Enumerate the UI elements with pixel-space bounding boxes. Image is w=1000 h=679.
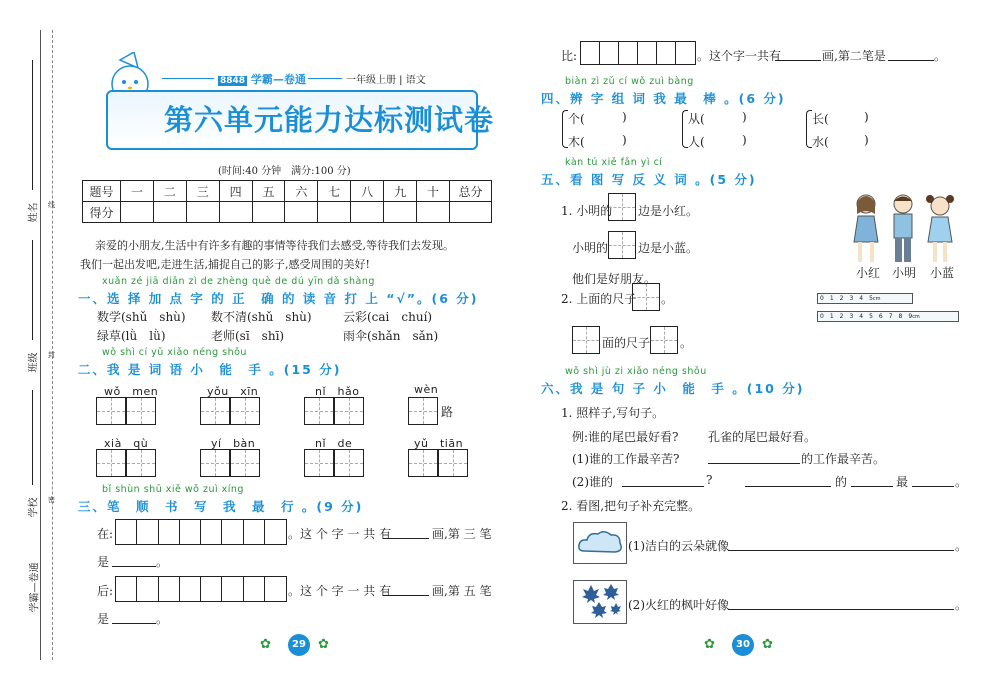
q2-prefix: 2. 上面的尺子	[561, 292, 637, 306]
right-top-suffix: 。这个字一共有	[697, 49, 782, 63]
name-label: 姓名	[28, 202, 40, 223]
sec1-item[interactable]: 云彩(cai chuí)	[343, 310, 433, 324]
pair-close: )	[864, 110, 869, 124]
girl-blue-figure	[926, 195, 954, 262]
page-badge: 29	[288, 634, 310, 656]
score-cell[interactable]	[417, 202, 450, 223]
q1-2-blank-c[interactable]	[851, 473, 893, 487]
ruler-unit: cm	[912, 314, 920, 320]
ruler-long-ticks: 0 1 2 3 4 5 6 7 8 9	[820, 313, 913, 320]
class-label: 班级	[28, 352, 40, 373]
sec1-title: 一、选 择 加 点 字 的 正 确 的 读 音 打 上 “√”。(6 分)	[78, 291, 479, 306]
q1-1-blank[interactable]	[708, 450, 800, 464]
q1-1-suffix: 的工作最辛苦。	[801, 452, 886, 466]
pair-close: )	[622, 133, 627, 147]
bind-mark-3: 密	[48, 496, 55, 504]
sec1-item[interactable]: 数学(shǔ shù)	[97, 310, 186, 324]
bind-mark-1: 线	[48, 201, 55, 209]
q1a-suffix: 边是小红。	[638, 204, 699, 218]
binding-margin	[0, 0, 60, 679]
stroke-order-strip[interactable]	[580, 41, 696, 65]
score-col: 三	[186, 181, 219, 202]
stroke-nth-blank[interactable]	[112, 610, 156, 624]
school-line	[32, 390, 33, 485]
stroke-wrap: 是	[97, 612, 110, 626]
pair-char: 从(	[688, 112, 705, 126]
series-line-left	[162, 78, 214, 79]
answer-grid-cell[interactable]	[608, 193, 636, 221]
write-grid-cell[interactable]	[438, 449, 468, 477]
write-grid-cell[interactable]	[126, 397, 156, 425]
score-table-header-row	[83, 181, 492, 202]
write-grid-cell[interactable]	[230, 449, 260, 477]
score-col: 二	[153, 181, 186, 202]
period: 。	[955, 598, 968, 612]
example-answer: 孔雀的尾巴最好看。	[708, 430, 817, 444]
series-line-right	[308, 78, 342, 79]
score-cell[interactable]	[186, 202, 219, 223]
q1-2-prefix: (2)谁的	[572, 475, 613, 489]
q2-1-text: (1)洁白的云朵就像	[628, 539, 729, 553]
score-cell[interactable]	[153, 202, 186, 223]
banner	[100, 52, 495, 152]
name-line	[32, 60, 33, 190]
grade-subject: 一年级上册 | 语文	[346, 75, 426, 86]
answer-grid-cell[interactable]	[608, 231, 636, 259]
child-name: 小蓝	[930, 266, 955, 280]
pair-close: )	[742, 110, 747, 124]
score-cell[interactable]	[252, 202, 285, 223]
q1-2-end: 。	[955, 475, 968, 489]
period: 。	[156, 555, 169, 569]
sec2-pinyin: wǒ shì cí yǔ xiǎo néng shǒu	[102, 347, 247, 358]
stroke-count-blank[interactable]	[383, 525, 429, 539]
page-title: 第六单元能力达标测试卷	[164, 103, 495, 137]
example-question: 例:谁的尾巴最好看?	[572, 430, 679, 444]
word-suffix: 路	[441, 405, 454, 419]
stroke-count-blank[interactable]	[383, 582, 429, 596]
q1-1-prefix: (1)谁的工作最辛苦?	[572, 452, 680, 466]
sec5-pinyin: kàn tú xiě fǎn yì cí	[565, 157, 663, 168]
period: 。	[955, 539, 968, 553]
score-cell[interactable]	[384, 202, 417, 223]
q2b-suffix: 面的尺子	[602, 336, 651, 350]
school-label: 学校	[28, 497, 40, 518]
score-col: 九	[384, 181, 417, 202]
pair-close: )	[742, 133, 747, 147]
sec1-item[interactable]: 雨伞(shǎn sǎn)	[343, 329, 439, 343]
score-row-label: 得分	[83, 202, 121, 223]
stroke-count-blank[interactable]	[775, 47, 821, 61]
sec3-title: 三、笔 顺 书 写 我 最 行 。(9 分)	[78, 499, 364, 514]
pair-char: 人(	[688, 135, 705, 149]
word-pinyin: yí bàn	[211, 437, 256, 450]
word-pinyin: wèn	[414, 383, 439, 396]
q1b-prefix: 小明的	[572, 241, 609, 255]
word-pinyin: nǐ de	[315, 437, 353, 450]
sec1-pinyin: xuǎn zé jiā diǎn zì de zhèng què de dú yīn dǎ shàng	[102, 276, 375, 287]
series-prefix: 8848	[220, 76, 246, 86]
sec2-title: 二、我 是 词 语 小 能 手 。(15 分)	[78, 362, 342, 377]
q1-label: 1. 照样子,写句子。	[561, 406, 665, 420]
write-grid-cell[interactable]	[200, 449, 230, 477]
stroke-wrap: 是	[97, 555, 110, 569]
write-grid-cell[interactable]	[96, 397, 126, 425]
q2b-end: 。	[680, 336, 693, 350]
ruler-long	[817, 311, 959, 322]
boy-ming-figure	[894, 195, 912, 262]
maple-picture	[573, 580, 627, 624]
q1c: 他们是好朋友。	[572, 272, 657, 286]
stroke-nth-blank[interactable]	[112, 553, 156, 567]
q1-2-zui: 最	[896, 475, 909, 489]
q2-2-blank[interactable]	[728, 596, 954, 610]
stroke-nth-blank[interactable]	[888, 47, 934, 61]
child-name: 小红	[856, 266, 881, 280]
right-top-end: 。	[934, 49, 947, 63]
pair-char: 水(	[812, 135, 829, 149]
page-number-left	[260, 634, 340, 658]
sec1-item[interactable]: 数不清(shǔ shù)	[211, 310, 312, 324]
q1-2-de: 的	[835, 475, 848, 489]
write-grid-cell[interactable]	[334, 397, 364, 425]
sec5-title: 五、看 图 写 反 义 词 。(5 分)	[541, 172, 757, 187]
leaf-icon: ✿	[260, 637, 271, 652]
score-col: 七	[318, 181, 351, 202]
child-name: 小明	[892, 266, 917, 280]
score-table-score-row	[83, 202, 492, 223]
right-top-prefix: 比:	[561, 49, 578, 63]
q1-2-blank-a[interactable]	[622, 473, 704, 487]
sec1-item[interactable]: 老师(sī shī)	[211, 329, 285, 343]
score-col: 一	[121, 181, 154, 202]
q1-2-blank-d[interactable]	[912, 473, 954, 487]
score-col: 四	[219, 181, 252, 202]
stroke-nth-text: 画,第 五 笔	[432, 584, 492, 598]
q1-2-mid: ?	[706, 473, 713, 487]
write-grid-cell[interactable]	[230, 397, 260, 425]
sec6-title: 六、我 是 句 子 小 能 手 。(10 分)	[541, 381, 805, 396]
stroke-order-strip[interactable]	[115, 519, 287, 545]
pair-close: )	[864, 133, 869, 147]
pair-close: )	[622, 110, 627, 124]
answer-grid-cell[interactable]	[650, 326, 678, 354]
q2-label: 2. 看图,把句子补充完整。	[561, 499, 701, 513]
series-name: 学霸—卷通	[250, 73, 306, 86]
pair-char: 长(	[812, 112, 829, 126]
cloud-picture	[573, 522, 627, 564]
pair-char: 木(	[568, 135, 585, 149]
score-header-label: 题号	[83, 181, 121, 202]
word-pinyin: nǐ hǎo	[315, 385, 360, 398]
write-grid-cell[interactable]	[126, 449, 156, 477]
children-illustration	[848, 190, 958, 270]
write-grid-cell[interactable]	[334, 449, 364, 477]
ruler-unit: cm	[872, 296, 881, 302]
word-pinyin: yǔ tiān	[414, 437, 464, 450]
class-line	[32, 240, 33, 340]
word-pinyin: xià qù	[104, 437, 149, 450]
score-cell[interactable]	[318, 202, 351, 223]
write-grid-cell[interactable]	[200, 397, 230, 425]
maple-leaf-icon	[574, 581, 626, 623]
leaf-icon: ✿	[704, 637, 715, 652]
score-cell[interactable]	[450, 202, 492, 223]
write-grid-cell[interactable]	[304, 397, 334, 425]
pair-char: 个(	[568, 112, 585, 126]
right-top-mid: 画,第二笔是	[822, 49, 886, 63]
score-col: 六	[285, 181, 318, 202]
binding-line	[52, 30, 53, 660]
q1b-suffix: 边是小蓝。	[638, 241, 699, 255]
sec4-title: 四、辨 字 组 词 我 最 棒 。(6 分)	[541, 91, 786, 106]
word-pinyin: yǒu xīn	[207, 385, 259, 398]
stroke-order-strip[interactable]	[115, 576, 287, 602]
stroke-prefix: 在:	[97, 527, 114, 541]
sec3-pinyin: bǐ shùn shū xiě wǒ zuì xíng	[102, 484, 244, 495]
leaf-icon: ✿	[762, 637, 773, 652]
q1a-prefix: 1. 小明的	[561, 204, 613, 218]
write-grid-cell[interactable]	[408, 449, 438, 477]
score-table	[82, 180, 492, 223]
answer-grid-cell[interactable]	[572, 326, 600, 354]
stroke-prefix: 后:	[97, 584, 114, 598]
word-pinyin: wǒ men	[104, 385, 159, 398]
intro-line-2: 我们一起出发吧,走进生活,捕捉自己的影子,感受周围的美好!	[80, 258, 370, 271]
write-grid-cell[interactable]	[408, 397, 438, 425]
score-col: 五	[252, 181, 285, 202]
q1-2-blank-b[interactable]	[745, 473, 831, 487]
sec6-pinyin: wǒ shì jù zi xiǎo néng shǒu	[565, 366, 707, 377]
girl-red-figure	[854, 195, 878, 262]
q2-suffix: 。	[661, 292, 674, 306]
page-badge: 30	[732, 634, 754, 656]
q2-2-text: (2)火红的枫叶好像	[628, 598, 729, 612]
stroke-count-text: 。这 个 字 一 共 有	[288, 527, 392, 541]
score-col: 八	[351, 181, 384, 202]
score-col-total: 总分	[450, 181, 492, 202]
sec1-item[interactable]: 绿草(lǜ lǜ)	[97, 329, 166, 343]
series-label: 学霸—卷通	[29, 562, 41, 613]
stroke-count-text: 。这 个 字 一 共 有	[288, 584, 392, 598]
write-grid-cell[interactable]	[96, 449, 126, 477]
score-cell[interactable]	[285, 202, 318, 223]
stroke-nth-text: 画,第 三 笔	[432, 527, 492, 541]
series-heading	[218, 71, 306, 87]
period: 。	[156, 612, 169, 626]
write-grid-cell[interactable]	[304, 449, 334, 477]
sec4-pinyin: biàn zì zǔ cí wǒ zuì bàng	[565, 76, 694, 87]
page-number-right	[704, 634, 784, 658]
score-cell[interactable]	[219, 202, 252, 223]
answer-grid-cell[interactable]	[632, 283, 660, 311]
bind-mark-2: 封	[48, 351, 55, 359]
exam-info: (时间:40 分钟 满分:100 分)	[218, 166, 351, 177]
ruler-short	[817, 293, 913, 304]
score-col: 十	[417, 181, 450, 202]
cloud-icon	[574, 523, 626, 563]
leaf-icon: ✿	[318, 637, 329, 652]
q2-1-blank[interactable]	[728, 537, 954, 551]
score-cell[interactable]	[121, 202, 154, 223]
score-cell[interactable]	[351, 202, 384, 223]
intro-line-1: 亲爱的小朋友,生活中有许多有趣的事情等待我们去感受,等待我们去发现。	[95, 239, 454, 252]
ruler-short-ticks: 0 1 2 3 4 5	[820, 295, 873, 302]
